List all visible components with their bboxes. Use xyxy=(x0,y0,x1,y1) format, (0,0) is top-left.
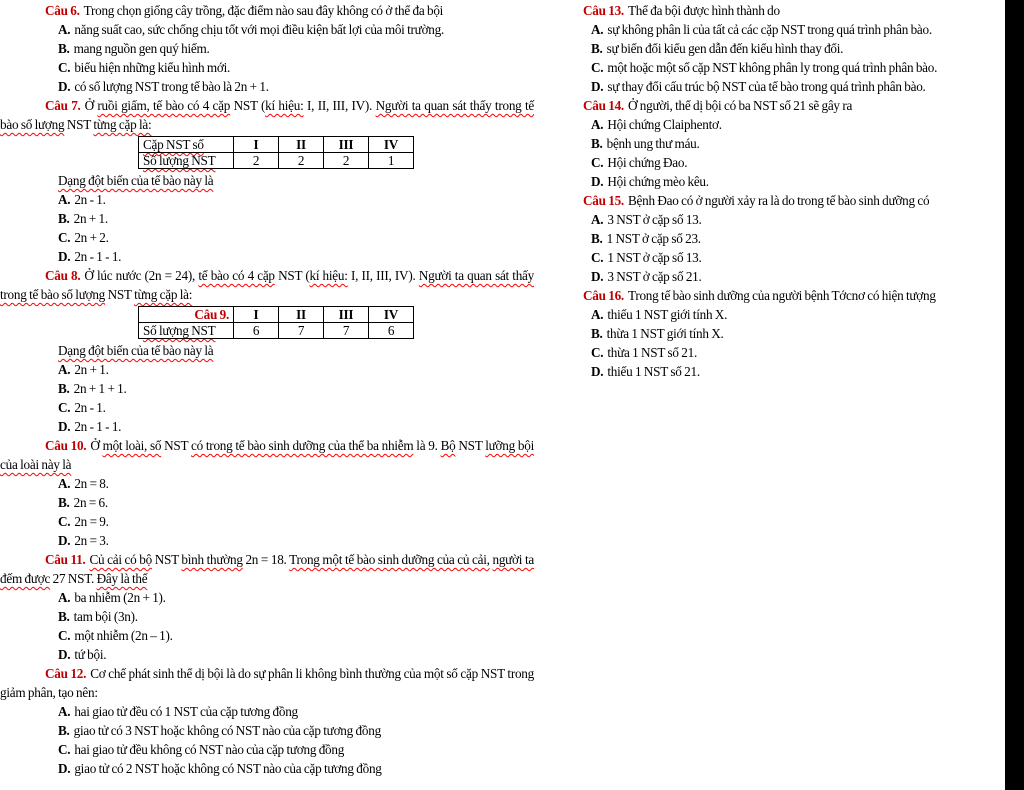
option-letter: D. xyxy=(58,761,71,776)
text-segment: Ở xyxy=(84,98,98,113)
text-segment: 2n - 1. xyxy=(74,192,106,207)
table-cell: I xyxy=(234,307,279,323)
answer-option xyxy=(0,721,534,740)
option-letter: B. xyxy=(58,609,70,624)
table-cell: Số lượng NST xyxy=(139,323,234,339)
text-segment: thiếu 1 NST giới tính X. xyxy=(607,307,728,322)
text-segment: 2n = 9. xyxy=(74,514,109,529)
answer-option xyxy=(0,379,534,398)
answer-option xyxy=(547,77,1007,96)
option-letter: B. xyxy=(58,211,70,226)
text-segment: NST ( xyxy=(274,268,310,283)
question-number: Câu 15. xyxy=(583,193,624,208)
answer-option xyxy=(547,229,1007,248)
option-letter: A. xyxy=(591,117,604,132)
table-cell: 2 xyxy=(234,153,279,169)
question-number: Câu 8. xyxy=(45,268,81,283)
text-segment: thừa 1 NST số 21. xyxy=(607,345,698,360)
option-letter: A. xyxy=(591,212,604,227)
text-segment: 2n - 1 - 1. xyxy=(74,249,122,264)
option-letter: D. xyxy=(58,79,71,94)
option-letter: A. xyxy=(58,22,71,37)
text-segment: ruồi giấm, tế bào có 4 cặp xyxy=(97,98,231,113)
text-segment: 3 NST ở cặp số 21. xyxy=(607,269,702,284)
text-segment: 27 NST. xyxy=(50,571,97,586)
nst-count-table xyxy=(138,136,414,169)
table-cell: 7 xyxy=(324,323,369,339)
question-heading xyxy=(0,96,534,134)
text-segment: Cơ chế phát sinh thể dị bội là do sự phân li không bình thường của một số cặp NST trong giảm phân, tạo nên: xyxy=(0,666,534,700)
text-segment: lưỡng bội của loài này là xyxy=(0,438,534,472)
text-segment: 1 NST ở cặp số 23. xyxy=(606,231,701,246)
text-segment: năng suất cao, sức chống chịu tốt với mọi điều kiện bất lợi của môi trường. xyxy=(74,22,445,37)
text-segment: 2n + 1 + 1. xyxy=(73,381,127,396)
option-letter: A. xyxy=(58,192,71,207)
answer-option xyxy=(547,20,1007,39)
question-number: Câu 13. xyxy=(583,3,624,18)
table-cell: Cặp NST số xyxy=(139,137,234,153)
text-segment: Ở người, thể dị bội có ba NST số 21 sẽ gây ra xyxy=(627,98,853,113)
answer-option xyxy=(0,247,534,266)
text-segment: Đây là thể xyxy=(96,571,148,586)
text-segment: NST xyxy=(151,552,182,567)
nst-count-table xyxy=(138,306,414,339)
text-segment: bình thường xyxy=(181,552,243,567)
answer-option xyxy=(0,417,534,436)
text-segment: thiếu 1 NST số 21. xyxy=(607,364,700,379)
answer-option xyxy=(0,588,534,607)
option-letter: C. xyxy=(58,628,71,643)
text-segment: 2n - 1 - 1. xyxy=(74,419,122,434)
answer-option xyxy=(0,398,534,417)
text-segment: 3 NST ở cặp số 13. xyxy=(607,212,702,227)
text-segment: giao tử có 2 NST hoặc không có NST nào của cặp tương đồng xyxy=(74,761,382,776)
text-segment: tế bào có 4 cặp xyxy=(198,268,275,283)
table-row xyxy=(139,307,414,323)
table-cell: IV xyxy=(369,307,414,323)
option-letter: B. xyxy=(58,41,70,56)
table-cell: 2 xyxy=(324,153,369,169)
question-heading xyxy=(0,550,534,588)
right-edge-scan-bar xyxy=(1005,0,1024,790)
question-subtext xyxy=(0,171,534,190)
option-letter: D. xyxy=(58,419,71,434)
text-segment: từng cặp là: xyxy=(93,117,152,132)
text-segment: 2n - 1. xyxy=(74,400,106,415)
text-segment: hai giao tử đều không có NST nào của cặp tương đồng xyxy=(74,742,345,757)
text-segment: Bệnh Đao có ở người xảy ra là do trong tế bào sinh dưỡng có xyxy=(627,193,930,208)
answer-option xyxy=(0,702,534,721)
answer-option xyxy=(0,512,534,531)
option-letter: C. xyxy=(58,400,71,415)
text-segment: 2n + 1. xyxy=(74,362,109,377)
option-letter: C. xyxy=(591,345,604,360)
text-segment: 2n = 18. xyxy=(242,552,290,567)
text-segment: I, II, III, IV). xyxy=(347,268,419,283)
answer-option xyxy=(0,39,534,58)
answer-option xyxy=(547,153,1007,172)
text-segment: ba nhiễm (2n + 1). xyxy=(74,590,166,605)
option-letter: A. xyxy=(591,22,604,37)
answer-option xyxy=(0,740,534,759)
text-segment: Củ cải có bộ xyxy=(89,552,152,567)
answer-option xyxy=(0,20,534,39)
text-segment: kí hiệu: xyxy=(309,268,348,283)
answer-option xyxy=(547,134,1007,153)
table-cell: Câu 9. xyxy=(139,307,234,323)
text-segment: Ở xyxy=(90,438,103,453)
answer-option xyxy=(547,115,1007,134)
question-heading xyxy=(0,664,534,702)
table-cell: I xyxy=(234,137,279,153)
table-cell: IV xyxy=(369,137,414,153)
answer-option xyxy=(0,759,534,778)
option-letter: B. xyxy=(58,723,70,738)
table-cell: Số lượng NST xyxy=(139,153,234,169)
text-segment: 2n = 6. xyxy=(73,495,108,510)
text-segment: một hoặc một số cặp NST không phân ly trong quá trình phân bào. xyxy=(607,60,938,75)
question-heading xyxy=(547,286,1007,305)
question-number: Câu 16. xyxy=(583,288,624,303)
option-letter: A. xyxy=(58,704,71,719)
text-segment: Hội chứng Đao. xyxy=(607,155,688,170)
answer-option xyxy=(547,324,1007,343)
table-cell: 1 xyxy=(369,153,414,169)
option-letter: D. xyxy=(591,364,604,379)
answer-option xyxy=(0,58,534,77)
question-number: Câu 11. xyxy=(45,552,86,567)
text-segment: Bộ xyxy=(440,438,456,453)
text-segment: 2n + 2. xyxy=(74,230,109,245)
option-letter: D. xyxy=(58,249,71,264)
table-cell: 2 xyxy=(279,153,324,169)
option-letter: B. xyxy=(591,136,603,151)
table-row xyxy=(139,323,414,339)
answer-option xyxy=(547,210,1007,229)
text-segment: Người ta quan sát thấy trong tế bào số lượng xyxy=(0,98,535,132)
table-cell: III xyxy=(324,137,369,153)
text-segment: Hội chứng Claiphentơ. xyxy=(607,117,722,132)
answer-option xyxy=(547,305,1007,324)
text-segment: bệnh ung thư máu. xyxy=(606,136,700,151)
option-letter: D. xyxy=(591,174,604,189)
option-letter: B. xyxy=(591,41,603,56)
option-letter: B. xyxy=(591,231,603,246)
question-heading xyxy=(0,1,534,20)
table-cell: II xyxy=(279,307,324,323)
option-letter: A. xyxy=(591,307,604,322)
text-segment: giao tử có 3 NST hoặc không có NST nào của cặp tương đồng xyxy=(73,723,381,738)
answer-option xyxy=(547,267,1007,286)
text-segment: Trong một tế bào sinh dưỡng của củ cải, xyxy=(289,552,490,567)
answer-option xyxy=(0,228,534,247)
option-letter: C. xyxy=(591,60,604,75)
table-row xyxy=(139,137,414,153)
answer-option xyxy=(547,58,1007,77)
text-segment: Thể đa bội được hình thành do xyxy=(627,3,780,18)
text-segment: tam bội (3n). xyxy=(73,609,138,624)
question-heading xyxy=(0,266,534,304)
text-segment: I, II, III, IV). xyxy=(303,98,376,113)
text-segment: Trong tế bào sinh dưỡng của người bệnh Tớcnơ có hiện tượng xyxy=(627,288,936,303)
option-letter: C. xyxy=(58,514,71,529)
answer-option xyxy=(0,626,534,645)
text-segment: sự không phân li của tất cả các cặp NST trong quá trình phân bào. xyxy=(607,22,932,37)
answer-option xyxy=(0,493,534,512)
option-letter: D. xyxy=(58,533,71,548)
answer-option xyxy=(547,362,1007,381)
answer-option xyxy=(0,474,534,493)
table-cell: 6 xyxy=(369,323,414,339)
text-segment: hai giao tử đều có 1 NST của cặp tương đồng xyxy=(74,704,298,719)
option-letter: C. xyxy=(58,742,71,757)
option-letter: B. xyxy=(58,381,70,396)
question-number: Câu 10. xyxy=(45,438,87,453)
option-letter: D. xyxy=(58,647,71,662)
question-heading xyxy=(547,1,1007,20)
text-segment: Trong chọn giống cây trồng, đặc điểm nào sau đây không có ở thể đa bội xyxy=(83,3,444,18)
text-segment: người ta đếm được xyxy=(0,552,534,586)
text-segment: 2n = 3. xyxy=(74,533,109,548)
text-segment: một nhiễm (2n – 1). xyxy=(74,628,173,643)
answer-option xyxy=(0,190,534,209)
option-letter: B. xyxy=(591,326,603,341)
option-letter: D. xyxy=(591,79,604,94)
text-segment: NST xyxy=(64,117,94,132)
question-heading xyxy=(0,436,534,474)
text-segment: Hội chứng mèo kêu. xyxy=(607,174,709,189)
question-number: Câu 6. xyxy=(45,3,80,18)
text-segment: sự biến đổi kiểu gen dẫn đến kiểu hình thay đổi. xyxy=(606,41,844,56)
option-letter: D. xyxy=(591,269,604,284)
text-segment: 1 NST ở cặp số 13. xyxy=(607,250,702,265)
text-segment: 2n = 8. xyxy=(74,476,109,491)
table-cell: 6 xyxy=(234,323,279,339)
table-row xyxy=(139,153,414,169)
text-segment: NST xyxy=(161,438,192,453)
option-letter: C. xyxy=(591,250,604,265)
text-segment: sự thay đổi cấu trúc bộ NST của tế bào trong quá trình phân bào. xyxy=(607,79,926,94)
text-segment: có số lượng NST trong tế bào là 2n + 1. xyxy=(74,79,269,94)
text-segment: thừa 1 NST giới tính X. xyxy=(606,326,724,341)
option-letter: C. xyxy=(58,60,71,75)
option-letter: A. xyxy=(58,476,71,491)
question-number: Câu 12. xyxy=(45,666,87,681)
text-segment: từng cặp là: xyxy=(134,287,193,302)
answer-option xyxy=(0,209,534,228)
option-letter: A. xyxy=(58,362,71,377)
text-segment: NST xyxy=(105,287,135,302)
text-segment: Dạng đột biến của tế bào này là xyxy=(58,173,214,188)
answer-option xyxy=(0,645,534,664)
text-segment: là 9. xyxy=(413,438,441,453)
question-subtext xyxy=(0,341,534,360)
option-letter: C. xyxy=(58,230,71,245)
right-column xyxy=(547,1,1007,381)
text-segment: biểu hiện những kiểu hình mới. xyxy=(74,60,231,75)
option-letter: C. xyxy=(591,155,604,170)
text-segment: một loài, số xyxy=(102,438,162,453)
text-segment: Người ta quan sát thấy trong tế bào số lượng xyxy=(0,268,534,302)
answer-option xyxy=(547,343,1007,362)
table-cell: II xyxy=(279,137,324,153)
text-segment: 2n + 1. xyxy=(73,211,108,226)
question-heading xyxy=(547,96,1007,115)
text-segment: Dạng đột biến của tế bào này là xyxy=(58,343,214,358)
question-heading xyxy=(547,191,1007,210)
left-column xyxy=(0,1,534,778)
answer-option xyxy=(0,360,534,379)
answer-option xyxy=(0,77,534,96)
answer-option xyxy=(547,39,1007,58)
question-number: Câu 7. xyxy=(45,98,81,113)
answer-option xyxy=(0,607,534,626)
text-segment: Ở lúc nước (2n = 24), xyxy=(84,268,199,283)
question-number: Câu 14. xyxy=(583,98,624,113)
text-segment: NST ( xyxy=(230,98,266,113)
text-segment: NST xyxy=(455,438,486,453)
answer-option xyxy=(547,172,1007,191)
answer-option xyxy=(0,531,534,550)
option-letter: B. xyxy=(58,495,70,510)
text-segment: có trong tế bào sinh dưỡng của thể ba nhiễm xyxy=(191,438,414,453)
table-cell: III xyxy=(324,307,369,323)
table-cell: 7 xyxy=(279,323,324,339)
answer-option xyxy=(547,248,1007,267)
option-letter: A. xyxy=(58,590,71,605)
text-segment: kí hiệu: xyxy=(265,98,304,113)
text-segment: mang nguồn gen quý hiếm. xyxy=(73,41,210,56)
text-segment: tứ bội. xyxy=(74,647,107,662)
